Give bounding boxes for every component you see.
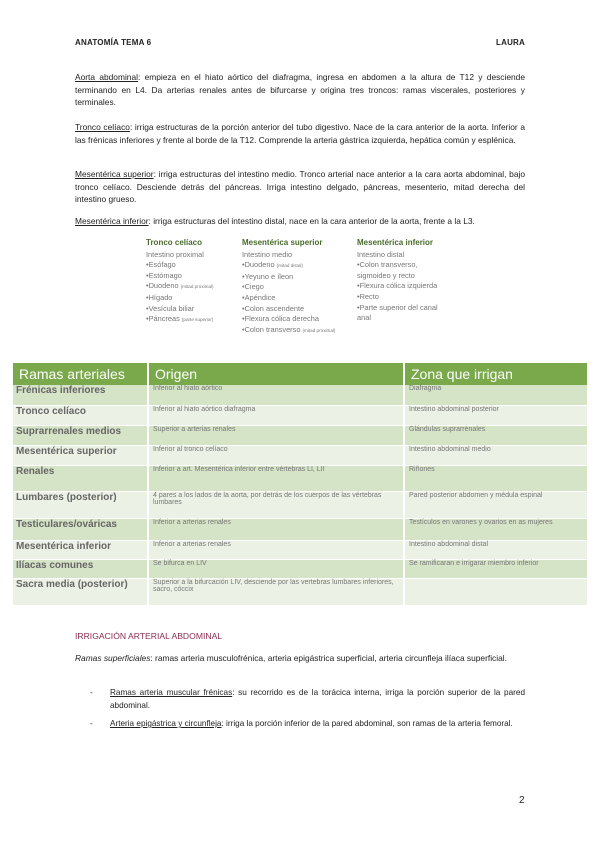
paragraph-mesenterica-inferior: Mesentérica inferior: irriga estructuras del intestino distal, nace en la cara anterior de la aorta, frente a la L3. [75,216,475,226]
table-cell-rama: Tronco celíaco [13,405,148,425]
table-cell-rama: Renales [13,465,148,491]
table-cell-origen: Inferior al hiato aórtico [148,385,404,405]
column-heading: Mesentérica superior [242,238,323,247]
list-item: •Colon ascendente [242,303,305,313]
column-sub: Intestino distal [357,249,405,259]
table-cell-rama: Testiculares/ováricas [13,518,148,540]
table-cell-zona: Pared posterior abdomen y médula espinal [404,491,588,518]
list-item: •Hígado [146,292,173,302]
header-author: LAURA [496,38,525,47]
table-cell-rama: Mesentérica inferior [13,540,148,559]
table-cell-origen: 4 pares a los lados de la aorta, por detrás de los cuerpos de las vértebras lumbares [148,491,404,518]
list-item: •Yeyuno e íleon [242,271,294,281]
column-sub: Intestino medio [242,249,293,259]
table-cell-zona: Testículos en varones y ovarios en as mujeres [404,518,588,540]
list-item: •Colon transverso (mitad proximal) [242,324,336,334]
paragraph-aorta: Aorta abdominal: empieza en el hiato aórtico del diafragma, ingresa en abdomen a la altura de T12 y desciende terminando en L4. Da arterias renales antes de bifurcarse y origina tres troncos: ramas viscerales, posteriores y terminales. [75,72,525,108]
table-row [13,491,588,518]
list-item: •Páncreas (parte superior) [146,314,214,324]
table-cell-rama: Ilíacas comunes [13,559,148,578]
bullet-text: Ramas arteria muscular frénicas: su recorrido es de la torácica interna, irriga la porción superior de la pared abdominal. [110,688,525,710]
list-item: •Estómago [146,270,182,280]
column-mesenterica-superior [242,238,335,336]
table-cell-zona: Glándulas suprarrenales [404,425,588,445]
paragraph-ramas-superficiales: Ramas superficiales: ramas arteria musculofrénica, arteria epigástrica superficial, arteria circunfleja ilíaca superficial. [75,653,507,663]
table-cell-origen: Inferior a arterias renales [148,518,404,540]
table-row [13,405,588,425]
list-item: •Apéndice [242,292,276,302]
list-item: •Parte superior del canal [357,302,438,312]
header-title: ANATOMÍA TEMA 6 [75,38,152,47]
column-heading: Mesentérica inferior [357,238,434,247]
table-header-row [13,363,588,385]
table-cell-zona: Intestino abdominal distal [404,540,588,559]
table-cell-origen: Inferior a art. Mesentérica inferior entre vértebras LI, LII [148,465,404,491]
table-row [13,465,588,491]
list-item: •Duodeno (mitad proximal) [146,281,214,291]
table-row [13,578,588,605]
table-row [13,445,588,465]
table-cell-origen: Inferior a arterias renales [148,540,404,559]
table-cell-zona: Intestino abdominal medio [404,445,588,465]
list-item: anal [357,313,371,323]
table-cell-rama: Sacra media (posterior) [13,578,148,605]
table-row [13,559,588,578]
list-item: sigmoideo y recto [357,270,415,280]
table-cell-rama: Lumbares (posterior) [13,491,148,518]
bullet-text: Arteria epigástrica y circunfleja: irriga la porción inferior de la pared abdominal, son ramas de la arteria femoral. [110,719,513,728]
table-cell-origen: Se bifurca en LIV [148,559,404,578]
table-cell-zona: Riñones [404,465,588,491]
page-number: 2 [519,795,525,806]
table-cell-rama: Mesentérica superior [13,445,148,465]
list-item: •Esófago [146,260,176,270]
column-sub: Intestino proximal [146,249,204,259]
table-row [13,540,588,559]
intestine-columns [140,238,470,353]
table-cell-zona [404,578,588,605]
list-item: •Vesícula biliar [146,303,195,313]
section-title: IRRIGACIÓN ARTERIAL ABDOMINAL [75,631,223,641]
table-cell-origen: Superior a la bifurcación LIV, desciende por las vertebras lumbares inferiores, sacro, cóccix [148,578,404,605]
column-heading: Tronco celíaco [146,238,203,247]
arterial-branches-table [13,363,589,606]
column-mesenterica-inferior [357,238,438,324]
list-item: •Ciego [242,282,264,292]
table-header: Zona que irrigan [404,363,588,385]
paragraph-tronco-celiaco: Tronco celíaco: irriga estructuras de la porción anterior del tubo digestivo. Nace de la cara anterior de la aorta. Inferior a las frénicas inferiores y frente al borde de la T12. Comprende la arteria gástrica izquierda, hepática común y esplénica. [75,122,525,145]
table-header: Origen [148,363,404,385]
table-row [13,425,588,445]
table-cell-rama: Frénicas inferiores [13,385,148,405]
table-cell-origen: Superior a arterias renales [148,425,404,445]
table-cell-origen: Inferior al hiato aórtico diafragma [148,405,404,425]
paragraph-mesenterica-superior: Mesentérica superior: irriga estructuras del intestino medio. Tronco arterial nace anterior a la cara aorta abdominal, bajo tronco celíaco. Desciende detrás del páncreas. Irriga intestino delgado, páncreas, mesenterio, mitad derecha del intestino grueso. [75,169,525,205]
table-cell-zona: Intestino abdominal posterior [404,405,588,425]
table-cell-zona: Diafragma [404,385,588,405]
table-header: Ramas arteriales [13,363,148,385]
bullet-dash: - [90,688,93,697]
bullet-dash: - [90,719,93,728]
list-item: •Flexura cólica izquierda [357,281,438,291]
table-cell-rama: Suprarrenales medios [13,425,148,445]
table-cell-zona: Se ramificaran e irrigarar miembro inferior [404,559,588,578]
table-row [13,385,588,405]
list-item: •Recto [357,291,379,301]
list-item: •Flexura cólica derecha [242,314,319,324]
table-row [13,518,588,540]
table-cell-origen: Inferior al tronco celíaco [148,445,404,465]
column-tronco-celiaco [146,238,214,326]
list-item: •Duodeno (mitad distal) [242,260,303,270]
list-item: •Colon transverso, [357,260,418,270]
